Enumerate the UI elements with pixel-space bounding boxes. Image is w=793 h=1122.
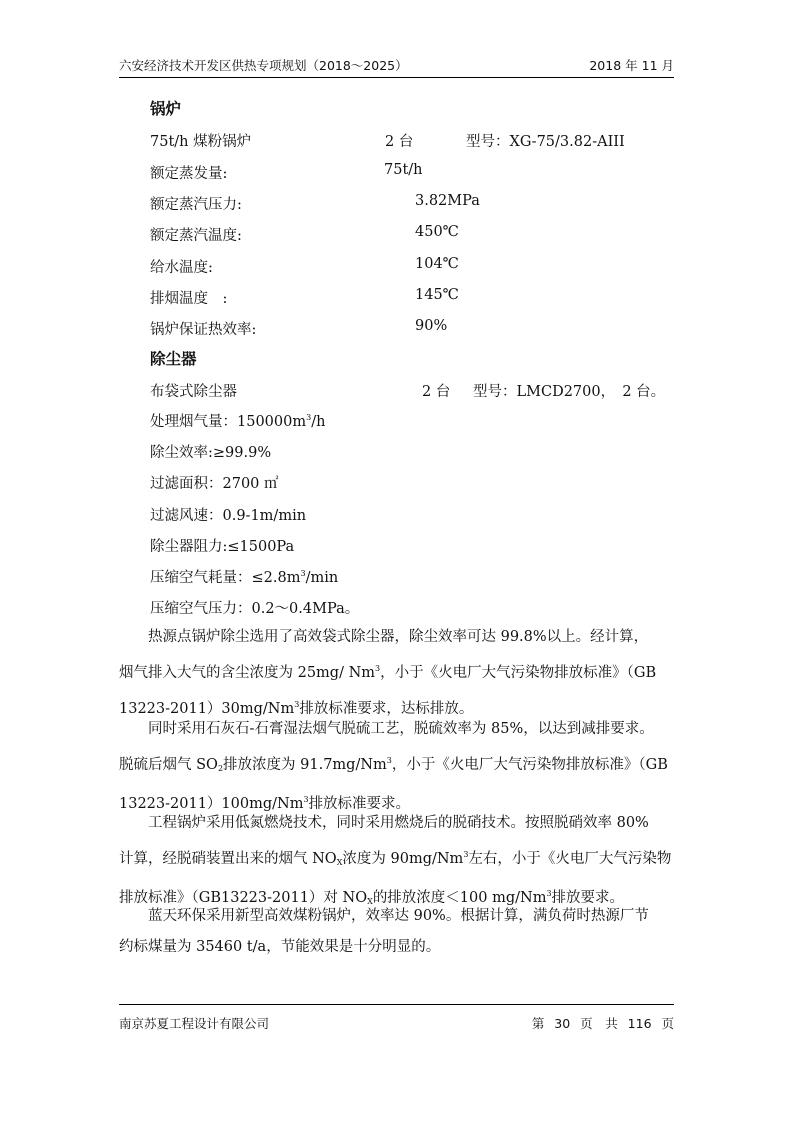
paragraph-energy-saving: 蓝天环保采用新型高效煤粉锅炉，效率达 90%。根据计算，满负荷时热源厂节 约标煤量为 35460 t/a，节能效果是十分明显的。 [119,908,649,955]
boiler-row-efficiency [150,318,448,339]
dust-area: 过滤面积：2700 ㎡ [150,476,279,492]
boiler-row-pressure [150,193,480,214]
footer-divider [119,1004,674,1005]
paragraph-desulfurization: 同时采用石灰石-石膏湿法烟气脱硫工艺，脱硫效率为 85%，以达到减排要求。 脱硫后烟气 $SO_2$排放浓度为 91.7mg/Nm$^3$，小于《火电厂大气污染物排放标准》（GB 13223-2011）100mg/Nm$^3$排放标准要求。 [119,721,668,812]
row-value: 2 台 [422,384,451,400]
dust-heading: 除尘器 [150,350,197,368]
boiler-row-water-temp [150,256,459,277]
row-label: 给水温度: [150,260,213,276]
dust-efficiency: 除尘效率:≥99.9% [150,445,272,461]
row-label: 排烟温度 : [150,291,228,307]
row-label: 75t/h 煤粉锅炉 [150,134,252,150]
document-date: 2018 年 11 月 [589,58,674,73]
row-label: 锅炉保证热效率: [150,322,257,338]
boiler-row-steam-temp [150,224,459,245]
row-value: 90% [415,318,448,334]
page-number: 第 30 页 共 116 页 [531,1016,674,1031]
dust-row-model [150,380,666,401]
row-value: 3.82MPa [415,193,480,209]
dust-wind-speed: 过滤风速：0.9-1m/min [150,508,307,524]
boiler-row-evaporation [150,162,423,183]
page-header [119,56,674,76]
row-value: 75t/h [384,162,423,178]
row-value: 104℃ [415,256,459,272]
row-extra: 型号：LMCD2700， 2 台。 [473,384,666,400]
row-value: 450℃ [415,224,459,240]
paragraph-denitrification: 工程锅炉采用低氮燃烧技术，同时采用燃烧后的脱硝技术。按照脱硝效率 80% 计算，经脱硝装置出来的烟气 $NO_X$浓度为 90mg/Nm$^3$左右，小于《火电厂大气污染物 排放标准》（GB13223-2011）对 $NO_X$的排放浓度＜100 mg/Nm$^3$排放要求。 [119,815,672,906]
row-label: 额定蒸汽压力: [150,197,242,213]
boiler-row-model [150,130,625,151]
dust-gas-volume: 处理烟气量：$150000m^3/h$ [150,413,326,430]
row-label: 额定蒸汽温度: [150,228,242,244]
boiler-row-exhaust-temp [150,287,459,308]
dust-air-pressure: 压缩空气压力：0.2～0.4MPa。 [150,601,360,617]
row-label: 布袋式除尘器 [150,384,237,400]
document-title: 六安经济技术开发区供热专项规划（2018～2025） [119,58,408,73]
paragraph-dust-removal: 热源点锅炉除尘选用了高效袋式除尘器，除尘效率可达 99.8%以上。经计算， 烟气排入大气的含尘浓度为 25mg/ Nm$^3$，小于《火电厂大气污染物排放标准》（GB 13223-2011）30mg/Nm$^3$排放标准要求，达标排放。 [119,629,657,717]
dust-resistance: 除尘器阻力:≤1500Pa [150,539,295,555]
row-value: 145℃ [415,287,459,303]
row-value: 2 台 [385,134,414,150]
header-divider [119,77,674,78]
row-label: 额定蒸发量: [150,166,228,182]
dust-air-consumption: 压缩空气耗量：$\le 2.8m^3/\min$ [150,569,339,586]
row-extra: 型号：XG-75/3.82-AIII [466,134,625,150]
boiler-heading: 锅炉 [150,100,182,118]
company-name: 南京苏夏工程设计有限公司 [119,1016,270,1031]
